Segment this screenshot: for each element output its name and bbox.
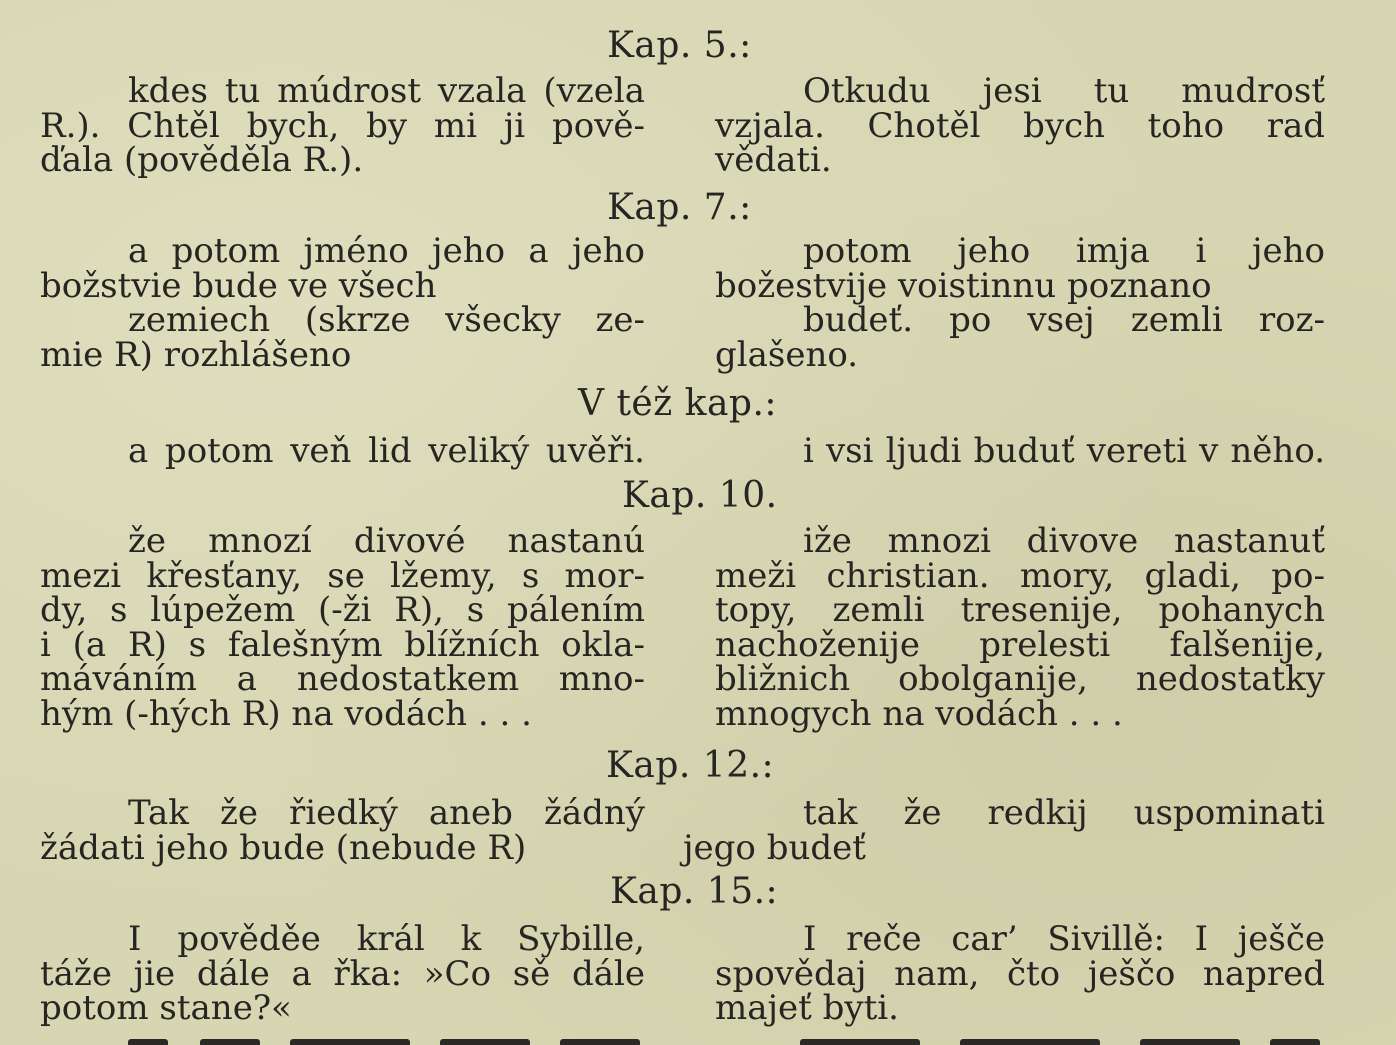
church-slavonic-column [715,521,1325,734]
text-line: meži christian. mory, gladi, po- [715,555,1325,596]
text-line: iže mnozi divove nastanuť [803,521,1325,561]
text-line: mie R) rozhlášeno [40,334,352,375]
text-line: a potom jméno jeho a jeho [128,231,645,271]
church-slavonic-column [715,431,1325,471]
chapter-heading: Kap. 7.: [607,187,752,228]
chapter-heading: V též kap.: [578,383,778,424]
text-line: božstvie bude ve všech [40,265,437,306]
text-line: mnogych na vodách . . . [715,693,1123,734]
old-czech-column [40,71,645,180]
text-line: žádati jeho bude (nebude R) [40,827,527,868]
text-line: ďala (pověděla R.). [40,140,364,180]
text-line: i vsi ljudi buduť vereti v něho. [803,431,1325,471]
text-line: potom jeho imja i jeho [803,231,1325,271]
text-line: i (a R) s falešným blížních okla- [40,624,645,665]
text-line: a potom veň lid veliký uvěři. [128,431,645,471]
text-line: Otkudu jesi tu mudrosť [803,71,1325,111]
text-line: že mnozí divové nastanú [128,521,645,561]
text-line: máváním a nedostatkem mno- [40,659,645,699]
cropped-text-line [0,1035,1396,1045]
chapter-heading: Kap. 5.: [607,25,752,66]
text-line: glašeno. [715,334,859,375]
text-line: tak že redkij uspominati [803,793,1325,833]
text-line: dy, s lúpežem (-ži R), s pálením [40,590,645,630]
text-line: hým (-hých R) na vodách . . . [40,693,532,734]
text-line: majeť byti. [715,988,899,1028]
text-line: I reče car’ Sivillě: I ješče [803,919,1325,959]
old-czech-column [40,919,645,1028]
church-slavonic-column [715,919,1325,1028]
text-line: zemiech (skrze všecky ze- [128,300,645,340]
text-line: R.). Chtěl bych, by mi ji pově- [40,105,645,146]
text-line: spovědaj nam, čto ješčo napred [715,953,1325,994]
text-line: I pověděe král k Sybille, [128,919,645,959]
text-line: božestvije voistinnu poznano [715,265,1212,306]
old-czech-column [40,431,645,471]
text-line: nachoženije prelesti falšenije, [715,624,1325,665]
text-line: mezi křesťany, se lžemy, s mor- [40,555,645,596]
text-line: kdes tu múdrost vzala (vzela [128,71,645,111]
text-line: Tak že řiedký aneb žádný [128,793,645,833]
old-czech-column [40,231,645,375]
chapter-heading: Kap. 15.: [610,871,779,912]
text-line: vědati. [715,140,832,180]
text-line: topy, zemli tresenije, pohanych [715,590,1325,630]
old-czech-column [40,793,645,868]
chapter-heading: Kap. 12.: [606,745,775,786]
chapter-heading: Kap. 10. [622,475,778,516]
text-line: budeť. po vsej zemli roz- [803,300,1325,340]
church-slavonic-column [683,793,1325,868]
text-line: vzjala. Chotěl bych toho rad [715,105,1325,146]
text-line: bližnich obolganije, nedostatky [715,659,1325,699]
old-czech-column [40,521,645,734]
church-slavonic-column [715,231,1325,375]
text-line: potom stane?« [40,988,292,1028]
text-line: jego budeť [683,827,866,868]
text-line: táže jie dále a řka: »Co sě dále [40,953,645,994]
church-slavonic-column [715,71,1325,180]
